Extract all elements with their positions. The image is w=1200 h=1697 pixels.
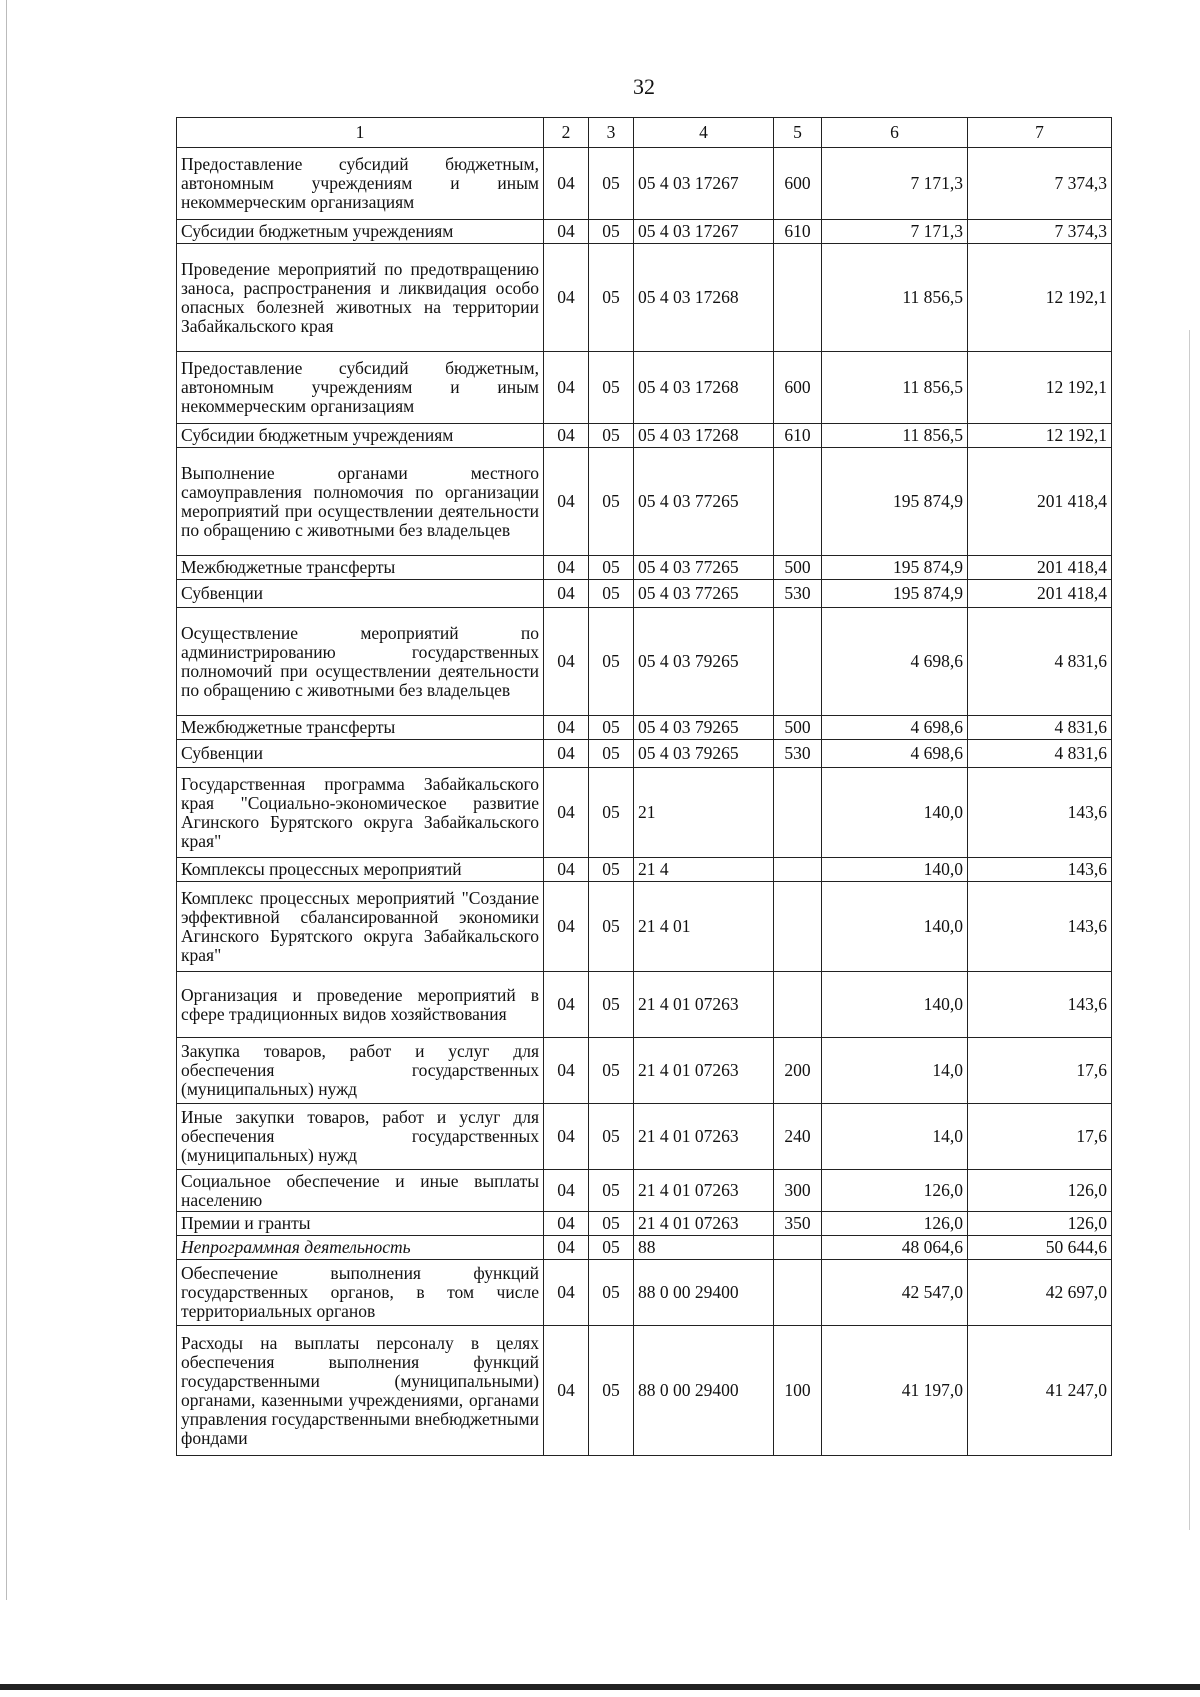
cell-subsection: 05	[589, 424, 634, 448]
row-name: Субвенции	[177, 740, 544, 768]
cell-expense-type: 500	[774, 716, 822, 740]
row-name: Закупка товаров, работ и услуг для обеспечения государственных (муниципальных) нужд	[177, 1038, 544, 1104]
cell-amount-year2: 50 644,6	[968, 1236, 1112, 1260]
cell-amount-year1: 14,0	[822, 1104, 968, 1170]
cell-section: 04	[544, 972, 589, 1038]
cell-expense-type: 610	[774, 220, 822, 244]
scan-edge-bottom	[0, 1684, 1200, 1690]
row-name: Субвенции	[177, 580, 544, 608]
cell-amount-year1: 48 064,6	[822, 1236, 968, 1260]
cell-amount-year1: 195 874,9	[822, 556, 968, 580]
cell-amount-year2: 143,6	[968, 768, 1112, 858]
table-row	[177, 882, 1112, 972]
cell-subsection: 05	[589, 1326, 634, 1456]
cell-expense-type	[774, 858, 822, 882]
cell-target-code: 05 4 03 17267	[634, 220, 774, 244]
table-row	[177, 1236, 1112, 1260]
cell-section: 04	[544, 1326, 589, 1456]
cell-amount-year2: 4 831,6	[968, 608, 1112, 716]
cell-section: 04	[544, 1212, 589, 1236]
cell-amount-year2: 12 192,1	[968, 244, 1112, 352]
cell-amount-year2: 4 831,6	[968, 716, 1112, 740]
cell-target-code: 05 4 03 17268	[634, 352, 774, 424]
cell-subsection: 05	[589, 1170, 634, 1212]
cell-amount-year2: 201 418,4	[968, 448, 1112, 556]
table-row	[177, 740, 1112, 768]
row-name: Государственная программа Забайкальского края "Социально-экономическое развитие Агинского Бурятского округа Забайкальского края"	[177, 768, 544, 858]
cell-amount-year1: 7 171,3	[822, 220, 968, 244]
cell-section: 04	[544, 556, 589, 580]
table-row	[177, 556, 1112, 580]
cell-amount-year1: 14,0	[822, 1038, 968, 1104]
cell-amount-year2: 4 831,6	[968, 740, 1112, 768]
cell-target-code: 88 0 00 29400	[634, 1326, 774, 1456]
cell-amount-year2: 143,6	[968, 882, 1112, 972]
cell-subsection: 05	[589, 148, 634, 220]
cell-section: 04	[544, 882, 589, 972]
cell-section: 04	[544, 580, 589, 608]
table-row	[177, 608, 1112, 716]
cell-subsection: 05	[589, 768, 634, 858]
cell-expense-type: 610	[774, 424, 822, 448]
scan-edge-right	[1189, 330, 1190, 1530]
cell-subsection: 05	[589, 448, 634, 556]
table-row	[177, 244, 1112, 352]
cell-amount-year2: 7 374,3	[968, 148, 1112, 220]
cell-target-code: 21	[634, 768, 774, 858]
cell-section: 04	[544, 448, 589, 556]
cell-expense-type	[774, 244, 822, 352]
row-name: Межбюджетные трансферты	[177, 716, 544, 740]
cell-expense-type: 530	[774, 580, 822, 608]
cell-section: 04	[544, 1104, 589, 1170]
col-header-6: 6	[822, 118, 968, 148]
cell-subsection: 05	[589, 1236, 634, 1260]
cell-expense-type: 240	[774, 1104, 822, 1170]
table-row	[177, 972, 1112, 1038]
cell-expense-type: 530	[774, 740, 822, 768]
cell-subsection: 05	[589, 556, 634, 580]
cell-amount-year1: 4 698,6	[822, 608, 968, 716]
table-row	[177, 768, 1112, 858]
cell-amount-year1: 11 856,5	[822, 244, 968, 352]
cell-target-code: 21 4 01 07263	[634, 1212, 774, 1236]
col-header-4: 4	[634, 118, 774, 148]
table-row	[177, 716, 1112, 740]
cell-target-code: 05 4 03 79265	[634, 716, 774, 740]
cell-amount-year2: 126,0	[968, 1212, 1112, 1236]
cell-expense-type: 350	[774, 1212, 822, 1236]
cell-subsection: 05	[589, 352, 634, 424]
cell-amount-year1: 126,0	[822, 1212, 968, 1236]
col-header-3: 3	[589, 118, 634, 148]
cell-subsection: 05	[589, 1104, 634, 1170]
col-header-2: 2	[544, 118, 589, 148]
cell-subsection: 05	[589, 1212, 634, 1236]
cell-amount-year2: 41 247,0	[968, 1326, 1112, 1456]
cell-amount-year1: 140,0	[822, 858, 968, 882]
cell-target-code: 21 4 01	[634, 882, 774, 972]
cell-amount-year1: 195 874,9	[822, 448, 968, 556]
cell-subsection: 05	[589, 972, 634, 1038]
cell-amount-year2: 7 374,3	[968, 220, 1112, 244]
row-name: Расходы на выплаты персоналу в целях обеспечения выполнения функций государственными (муниципальными) органами, казенными учреждениями, органами управления государственными внебюджетными фондами	[177, 1326, 544, 1456]
row-name: Комплекс процессных мероприятий "Создание эффективной сбалансированной экономики Агинского Бурятского округа Забайкальского края"	[177, 882, 544, 972]
row-name: Предоставление субсидий бюджетным, автономным учреждениям и иным некоммерческим организациям	[177, 148, 544, 220]
cell-expense-type: 600	[774, 148, 822, 220]
table-row	[177, 220, 1112, 244]
cell-expense-type	[774, 1260, 822, 1326]
cell-target-code: 21 4 01 07263	[634, 1038, 774, 1104]
row-name: Иные закупки товаров, работ и услуг для обеспечения государственных (муниципальных) нужд	[177, 1104, 544, 1170]
cell-target-code: 88	[634, 1236, 774, 1260]
cell-amount-year2: 42 697,0	[968, 1260, 1112, 1326]
col-header-5: 5	[774, 118, 822, 148]
cell-section: 04	[544, 352, 589, 424]
cell-target-code: 21 4 01 07263	[634, 1104, 774, 1170]
cell-section: 04	[544, 858, 589, 882]
cell-amount-year2: 201 418,4	[968, 580, 1112, 608]
cell-target-code: 21 4 01 07263	[634, 1170, 774, 1212]
cell-target-code: 05 4 03 17267	[634, 148, 774, 220]
cell-amount-year1: 41 197,0	[822, 1326, 968, 1456]
cell-target-code: 05 4 03 17268	[634, 244, 774, 352]
cell-subsection: 05	[589, 882, 634, 972]
cell-expense-type: 500	[774, 556, 822, 580]
cell-target-code: 05 4 03 79265	[634, 608, 774, 716]
cell-subsection: 05	[589, 220, 634, 244]
cell-expense-type	[774, 768, 822, 858]
col-header-1: 1	[177, 118, 544, 148]
row-name: Организация и проведение мероприятий в сфере традиционных видов хозяйствования	[177, 972, 544, 1038]
row-name: Выполнение органами местного самоуправления полномочия по организации мероприятий при осуществлении деятельности по обращению с животными без владельцев	[177, 448, 544, 556]
cell-amount-year1: 140,0	[822, 882, 968, 972]
cell-amount-year1: 7 171,3	[822, 148, 968, 220]
cell-section: 04	[544, 1170, 589, 1212]
cell-amount-year2: 12 192,1	[968, 424, 1112, 448]
cell-section: 04	[544, 148, 589, 220]
cell-target-code: 05 4 03 17268	[634, 424, 774, 448]
row-name: Осуществление мероприятий по администрированию государственных полномочий при осуществлении деятельности по обращению с животными без владельцев	[177, 608, 544, 716]
cell-expense-type: 300	[774, 1170, 822, 1212]
cell-target-code: 21 4	[634, 858, 774, 882]
cell-amount-year1: 140,0	[822, 768, 968, 858]
cell-target-code: 88 0 00 29400	[634, 1260, 774, 1326]
cell-amount-year1: 4 698,6	[822, 740, 968, 768]
cell-amount-year1: 11 856,5	[822, 424, 968, 448]
cell-section: 04	[544, 424, 589, 448]
col-header-7: 7	[968, 118, 1112, 148]
cell-expense-type	[774, 608, 822, 716]
row-name: Проведение мероприятий по предотвращению заноса, распространения и ликвидация особо опасных болезней животных на территории Забайкальского края	[177, 244, 544, 352]
cell-section: 04	[544, 740, 589, 768]
table-row	[177, 424, 1112, 448]
table-row	[177, 858, 1112, 882]
cell-subsection: 05	[589, 1038, 634, 1104]
cell-expense-type: 200	[774, 1038, 822, 1104]
cell-target-code: 05 4 03 77265	[634, 448, 774, 556]
cell-amount-year2: 17,6	[968, 1104, 1112, 1170]
cell-section: 04	[544, 1038, 589, 1104]
table-row	[177, 148, 1112, 220]
cell-amount-year1: 11 856,5	[822, 352, 968, 424]
table-row	[177, 1212, 1112, 1236]
cell-subsection: 05	[589, 858, 634, 882]
row-name: Непрограммная деятельность	[177, 1236, 544, 1260]
cell-amount-year1: 4 698,6	[822, 716, 968, 740]
cell-expense-type	[774, 882, 822, 972]
cell-expense-type	[774, 448, 822, 556]
row-name: Обеспечение выполнения функций государственных органов, в том числе территориальных органов	[177, 1260, 544, 1326]
row-name: Субсидии бюджетным учреждениям	[177, 424, 544, 448]
cell-subsection: 05	[589, 740, 634, 768]
cell-amount-year1: 195 874,9	[822, 580, 968, 608]
cell-amount-year2: 143,6	[968, 972, 1112, 1038]
table-row	[177, 352, 1112, 424]
page-number: 32	[633, 74, 655, 99]
cell-section: 04	[544, 608, 589, 716]
table-row	[177, 448, 1112, 556]
cell-expense-type	[774, 972, 822, 1038]
table-row	[177, 580, 1112, 608]
cell-amount-year2: 12 192,1	[968, 352, 1112, 424]
cell-target-code: 05 4 03 79265	[634, 740, 774, 768]
cell-subsection: 05	[589, 580, 634, 608]
cell-subsection: 05	[589, 716, 634, 740]
cell-subsection: 05	[589, 1260, 634, 1326]
row-name: Социальное обеспечение и иные выплаты населению	[177, 1170, 544, 1212]
cell-target-code: 21 4 01 07263	[634, 972, 774, 1038]
cell-expense-type	[774, 1236, 822, 1260]
cell-amount-year2: 126,0	[968, 1170, 1112, 1212]
cell-subsection: 05	[589, 608, 634, 716]
cell-section: 04	[544, 1236, 589, 1260]
cell-section: 04	[544, 244, 589, 352]
table-row	[177, 1170, 1112, 1212]
cell-amount-year1: 140,0	[822, 972, 968, 1038]
header-row	[177, 118, 1112, 148]
row-name: Межбюджетные трансферты	[177, 556, 544, 580]
table-row	[177, 1038, 1112, 1104]
scan-edge-left	[6, 0, 7, 1600]
table-row	[177, 1104, 1112, 1170]
cell-amount-year2: 143,6	[968, 858, 1112, 882]
cell-section: 04	[544, 768, 589, 858]
table-row	[177, 1326, 1112, 1456]
table-body	[177, 148, 1112, 1456]
cell-amount-year2: 201 418,4	[968, 556, 1112, 580]
cell-amount-year1: 126,0	[822, 1170, 968, 1212]
row-name: Премии и гранты	[177, 1212, 544, 1236]
cell-amount-year1: 42 547,0	[822, 1260, 968, 1326]
row-name: Комплексы процессных мероприятий	[177, 858, 544, 882]
cell-section: 04	[544, 220, 589, 244]
cell-target-code: 05 4 03 77265	[634, 556, 774, 580]
cell-expense-type: 600	[774, 352, 822, 424]
cell-section: 04	[544, 1260, 589, 1326]
cell-subsection: 05	[589, 244, 634, 352]
cell-amount-year2: 17,6	[968, 1038, 1112, 1104]
cell-expense-type: 100	[774, 1326, 822, 1456]
row-name: Субсидии бюджетным учреждениям	[177, 220, 544, 244]
cell-section: 04	[544, 716, 589, 740]
row-name: Предоставление субсидий бюджетным, автономным учреждениям и иным некоммерческим организациям	[177, 352, 544, 424]
table-row	[177, 1260, 1112, 1326]
budget-table	[176, 117, 1112, 1456]
cell-target-code: 05 4 03 77265	[634, 580, 774, 608]
